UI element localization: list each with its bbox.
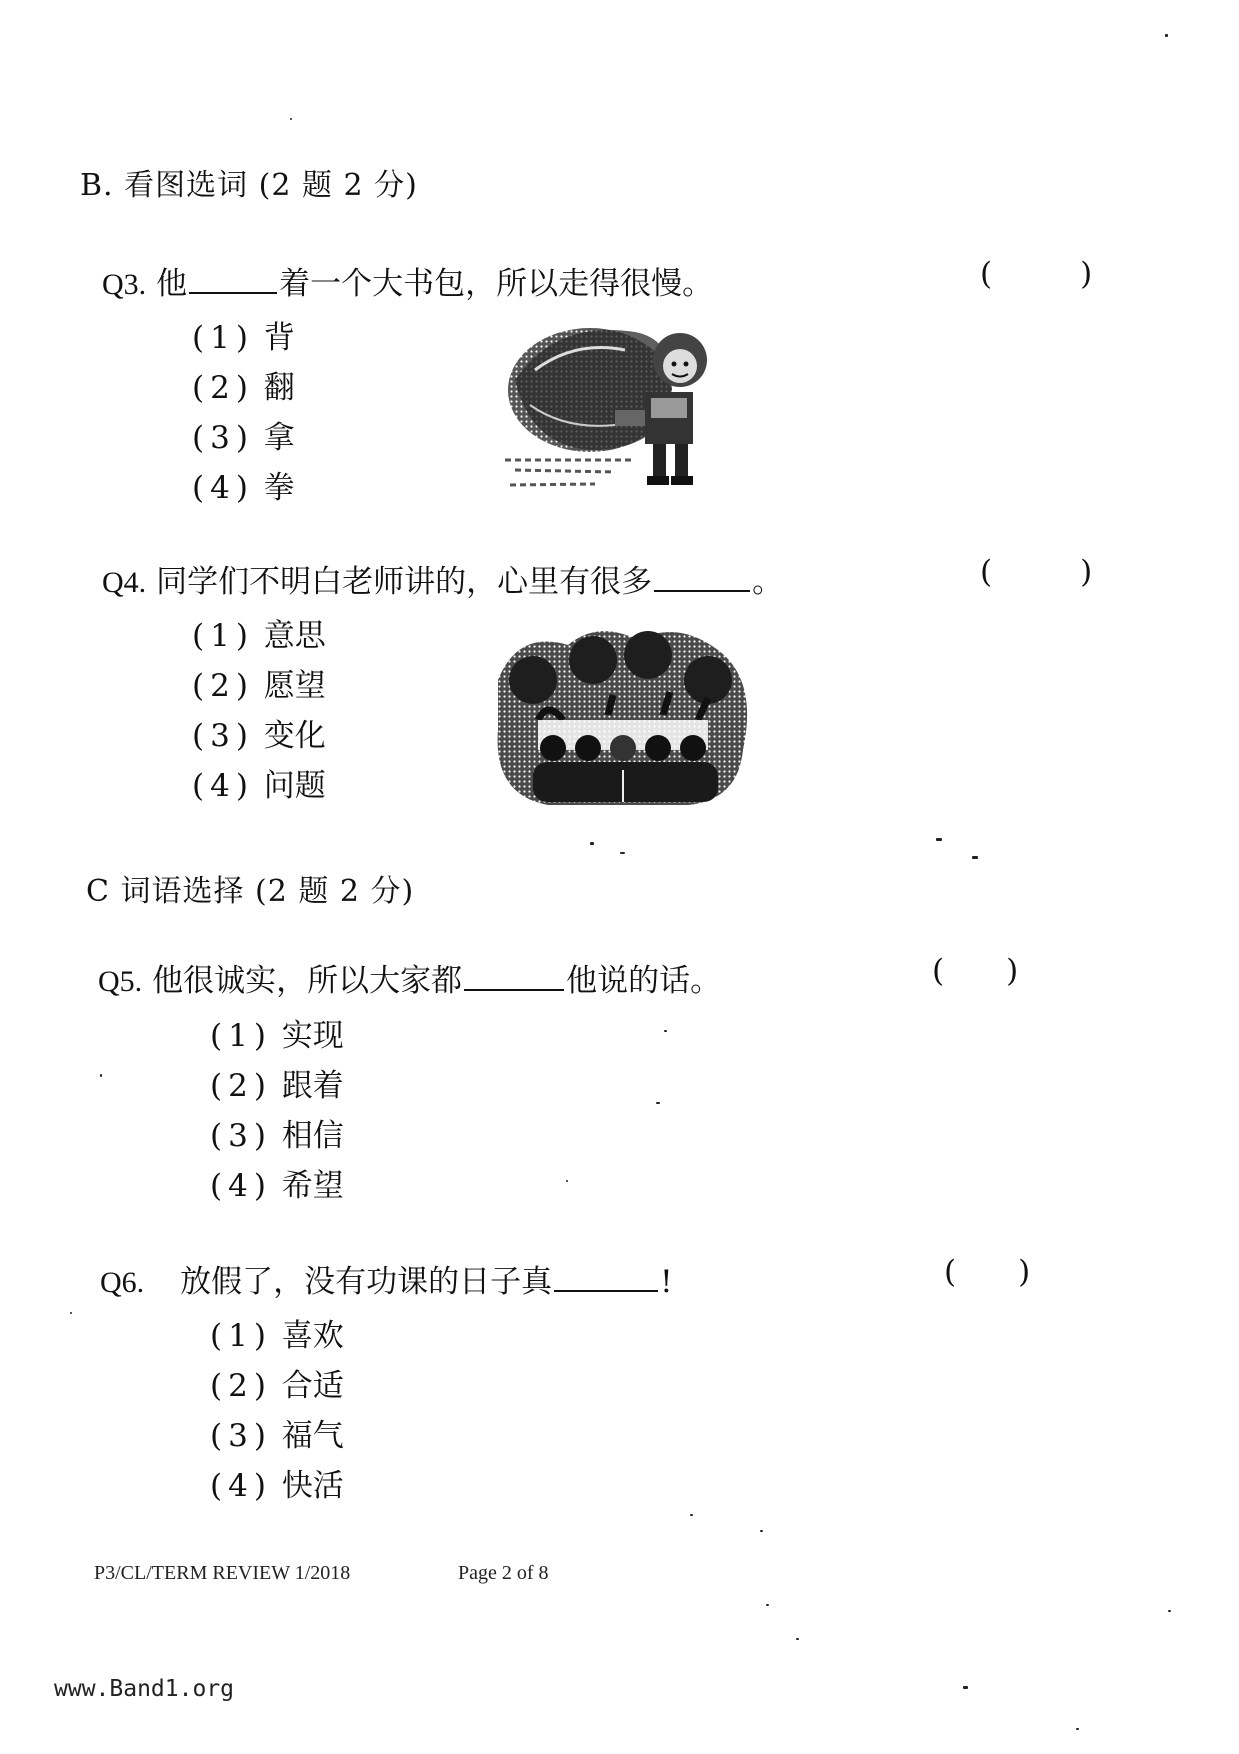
boy-with-schoolbag-illustration <box>495 310 735 500</box>
answer-blank <box>554 1288 658 1292</box>
scan-speck <box>664 1030 667 1032</box>
option-text: 喜欢 <box>281 1318 344 1354</box>
option-number: (3) <box>210 1118 272 1154</box>
answer-box-q6[interactable] <box>944 1254 1030 1290</box>
paren-open: ( <box>980 256 993 292</box>
q5-option-1[interactable] <box>210 1010 344 1055</box>
question-number: Q4. <box>102 566 147 599</box>
paren-open: ( <box>944 1254 957 1290</box>
scan-speck <box>972 856 978 859</box>
paren-close: ) <box>1018 1254 1031 1290</box>
option-text: 相信 <box>281 1118 344 1154</box>
option-number: (2) <box>210 1368 272 1404</box>
answer-blank <box>654 588 750 592</box>
question-text-before: 放假了，没有功课的日子真 <box>180 1264 553 1300</box>
scan-speck <box>100 1074 102 1077</box>
question-number: Q5. <box>98 965 143 998</box>
question-text-before: 同学们不明白老师讲的，心里有很多 <box>156 564 653 600</box>
question-number: Q6. <box>100 1266 145 1299</box>
option-text: 变化 <box>263 718 326 754</box>
question-text-before: 他 <box>156 266 188 302</box>
option-number: (1) <box>210 1318 272 1354</box>
question-5 <box>98 955 721 1000</box>
question-text-after: ! <box>660 1264 673 1300</box>
answer-blank <box>464 987 564 991</box>
option-number: (1) <box>210 1018 272 1054</box>
q3-option-3[interactable] <box>192 412 295 457</box>
option-number: (4) <box>210 1468 272 1504</box>
option-number: (2) <box>192 668 254 704</box>
option-number: (4) <box>192 768 254 804</box>
option-number: (3) <box>192 420 254 456</box>
option-text: 问题 <box>263 768 326 804</box>
option-text: 背 <box>263 320 295 356</box>
paren-open: ( <box>980 554 993 590</box>
option-text: 跟着 <box>281 1068 344 1104</box>
option-text: 合适 <box>281 1368 344 1404</box>
question-4 <box>102 556 783 601</box>
scan-speck <box>690 1514 693 1516</box>
confused-students-illustration <box>488 620 758 820</box>
scan-speck <box>1165 34 1168 37</box>
option-number: (1) <box>192 320 254 356</box>
q6-option-4[interactable] <box>210 1460 344 1505</box>
question-text-after: 他说的话。 <box>566 963 722 999</box>
option-text: 意思 <box>263 618 326 654</box>
scan-speck <box>1076 1728 1079 1730</box>
q5-option-2[interactable] <box>210 1060 344 1105</box>
option-text: 翻 <box>263 370 295 406</box>
question-number: Q3. <box>102 268 147 301</box>
option-text: 福气 <box>281 1418 344 1454</box>
footer-page-number: Page 2 of 8 <box>458 1562 549 1584</box>
scan-speck <box>936 838 942 841</box>
paren-open: ( <box>932 953 945 989</box>
q5-option-4[interactable] <box>210 1160 344 1205</box>
scan-speck <box>963 1686 968 1689</box>
footer-document-code: P3/CL/TERM REVIEW 1/2018 <box>94 1562 351 1584</box>
option-text: 愿望 <box>263 668 326 704</box>
q6-option-1[interactable] <box>210 1310 344 1355</box>
scan-speck <box>70 1312 72 1314</box>
scan-speck <box>760 1530 763 1532</box>
question-text-after: 。 <box>752 564 784 600</box>
scan-speck <box>566 1180 568 1182</box>
paren-close: ) <box>1080 256 1093 292</box>
section-b-title: B. 看图选词 (2 题 2 分) <box>80 168 418 203</box>
question-3 <box>102 258 713 303</box>
q4-option-3[interactable] <box>192 710 326 755</box>
question-text-after: 着一个大书包，所以走得很慢。 <box>279 266 714 302</box>
option-text: 拿 <box>263 420 295 456</box>
option-number: (2) <box>192 370 254 406</box>
scan-speck <box>1168 1610 1171 1612</box>
q3-option-4[interactable] <box>192 462 295 507</box>
option-text: 拳 <box>263 470 295 506</box>
scan-speck <box>620 852 625 854</box>
option-number: (4) <box>210 1168 272 1204</box>
scan-speck <box>590 842 594 845</box>
question-6 <box>100 1256 673 1301</box>
q6-option-3[interactable] <box>210 1410 344 1455</box>
q6-option-2[interactable] <box>210 1360 344 1405</box>
option-number: (3) <box>210 1418 272 1454</box>
q4-option-2[interactable] <box>192 660 326 705</box>
section-c-title: C 词语选择 (2 题 2 分) <box>86 874 415 909</box>
option-text: 实现 <box>281 1018 344 1054</box>
answer-box-q5[interactable] <box>932 953 1018 989</box>
option-number: (1) <box>192 618 254 654</box>
q4-option-4[interactable] <box>192 760 326 805</box>
q4-option-1[interactable] <box>192 610 326 655</box>
paren-close: ) <box>1080 554 1093 590</box>
scan-speck <box>796 1638 799 1640</box>
question-text-before: 他很诚实，所以大家都 <box>152 963 463 999</box>
option-number: (4) <box>192 470 254 506</box>
q3-option-2[interactable] <box>192 362 295 407</box>
answer-box-q3[interactable] <box>980 256 1092 292</box>
option-text: 快活 <box>281 1468 344 1504</box>
scan-speck <box>766 1604 769 1606</box>
scan-speck <box>656 1102 660 1104</box>
q5-option-3[interactable] <box>210 1110 344 1155</box>
scan-speck <box>290 118 292 120</box>
answer-box-q4[interactable] <box>980 554 1092 590</box>
q3-option-1[interactable] <box>192 312 295 357</box>
option-text: 希望 <box>281 1168 344 1204</box>
paren-close: ) <box>1006 953 1019 989</box>
option-number: (2) <box>210 1068 272 1104</box>
answer-blank <box>189 290 277 294</box>
option-number: (3) <box>192 718 254 754</box>
website-watermark: www.Band1.org <box>54 1676 235 1702</box>
